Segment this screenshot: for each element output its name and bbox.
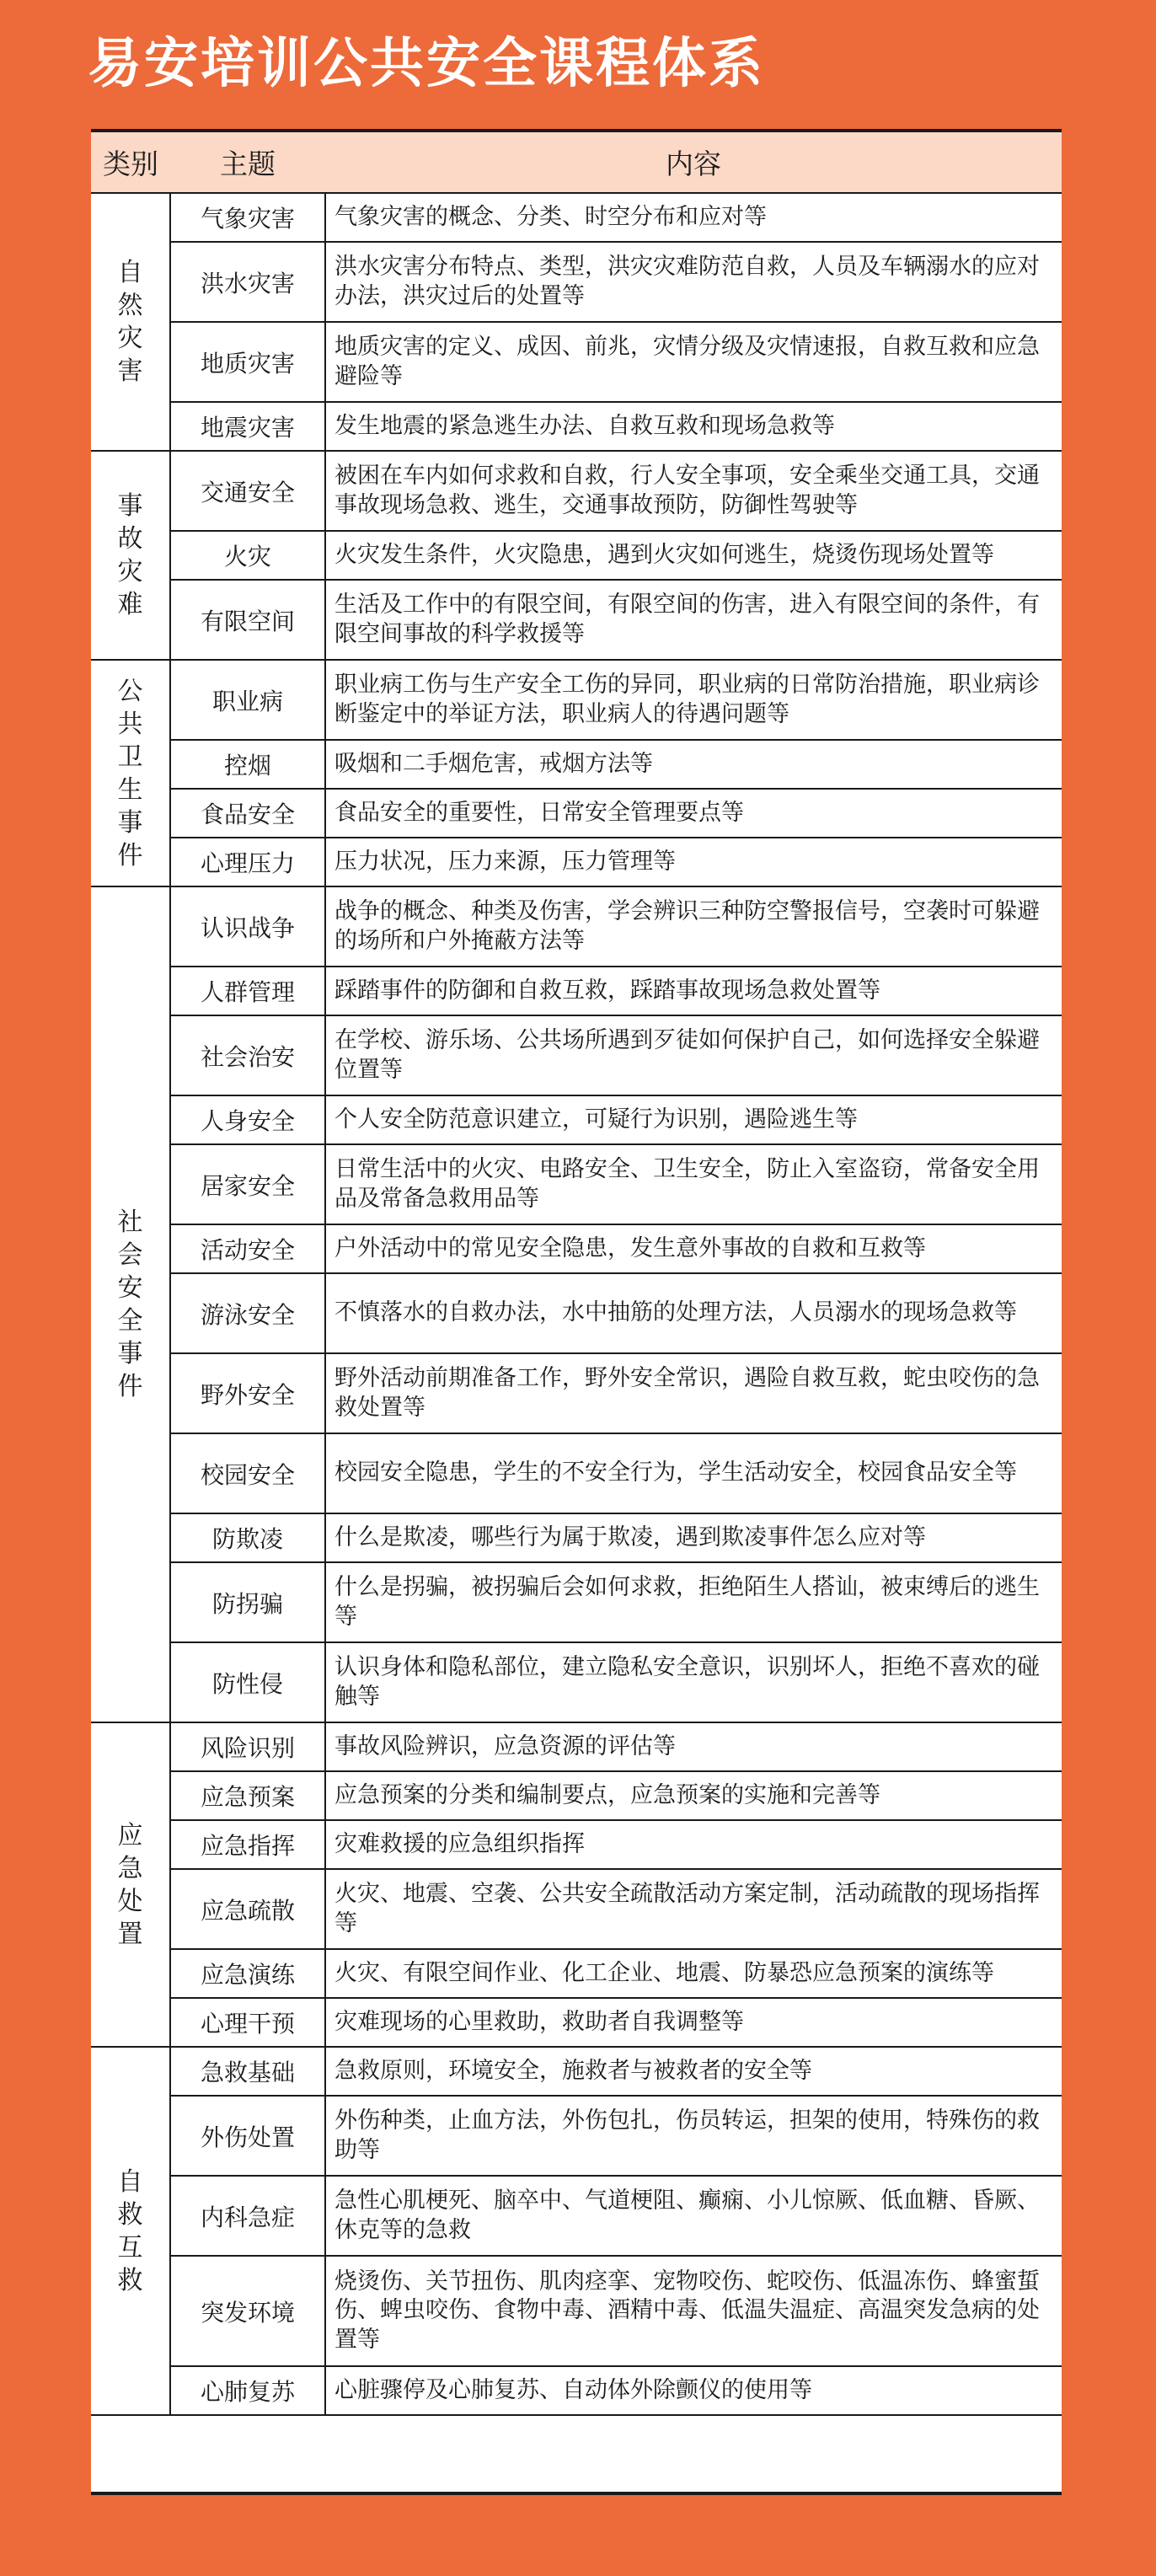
content-cell: 心脏骤停及心肺复苏、自动体外除颤仪的使用等 xyxy=(325,2366,1062,2415)
table-row xyxy=(91,2366,1062,2415)
table-row xyxy=(91,1433,1062,1513)
table-row xyxy=(91,2047,1062,2096)
content-cell: 战争的概念、种类及伤害，学会辨识三种防空警报信号，空袭时可躲避的场所和户外掩蔽方法等 xyxy=(325,886,1062,967)
table-row xyxy=(91,322,1062,402)
table-row xyxy=(91,402,1062,451)
page-title: 易安培训公共安全课程体系 xyxy=(88,33,765,95)
table-row xyxy=(91,1771,1062,1820)
table-header-row xyxy=(91,132,1062,193)
table-row xyxy=(91,193,1062,242)
category-label: 自然灾害 xyxy=(117,258,143,386)
content-cell: 不慎落水的自救办法，水中抽筋的处理方法，人员溺水的现场急救等 xyxy=(325,1273,1062,1353)
table-row xyxy=(91,580,1062,660)
table-row xyxy=(91,1722,1062,1771)
category-cell xyxy=(91,1722,170,2047)
table-row xyxy=(91,660,1062,740)
table-row xyxy=(91,531,1062,580)
table-row xyxy=(91,1562,1062,1642)
category-label: 自救互救 xyxy=(117,2166,143,2295)
course-table xyxy=(91,129,1062,2495)
content-cell: 外伤种类，止血方法，外伤包扎，伤员转运，担架的使用，特殊伤的救助等 xyxy=(325,2096,1062,2176)
content-cell: 事故风险辨识，应急资源的评估等 xyxy=(325,1722,1062,1771)
topic-cell: 地震灾害 xyxy=(170,402,325,451)
table-row xyxy=(91,838,1062,886)
topic-header: 主题 xyxy=(170,132,325,193)
content-cell: 野外活动前期准备工作，野外安全常识，遇险自救互救，蛇虫咬伤的急救处置等 xyxy=(325,1353,1062,1433)
topic-cell: 心理压力 xyxy=(170,838,325,886)
table-row xyxy=(91,242,1062,322)
topic-cell: 应急预案 xyxy=(170,1771,325,1820)
topic-cell: 控烟 xyxy=(170,740,325,789)
topic-cell: 风险识别 xyxy=(170,1722,325,1771)
topic-cell: 防欺凌 xyxy=(170,1513,325,1562)
topic-cell: 防拐骗 xyxy=(170,1562,325,1642)
content-cell: 认识身体和隐私部位，建立隐私安全意识，识别坏人，拒绝不喜欢的碰触等 xyxy=(325,1642,1062,1722)
topic-cell: 交通安全 xyxy=(170,451,325,531)
content-cell: 压力状况，压力来源，压力管理等 xyxy=(325,838,1062,886)
table-row xyxy=(91,451,1062,531)
content-cell: 在学校、游乐场、公共场所遇到歹徒如何保护自己，如何选择安全躲避位置等 xyxy=(325,1015,1062,1095)
table-row xyxy=(91,740,1062,789)
content-cell: 日常生活中的火灾、电路安全、卫生安全，防止入室盗窃，常备安全用品及常备急救用品等 xyxy=(325,1144,1062,1224)
table-row xyxy=(91,1015,1062,1095)
topic-cell: 内科急症 xyxy=(170,2176,325,2256)
content-cell: 踩踏事件的防御和自救互救，踩踏事故现场急救处置等 xyxy=(325,967,1062,1015)
content-cell: 灾难救援的应急组织指挥 xyxy=(325,1820,1062,1869)
content-cell: 被困在车内如何求救和自救，行人安全事项，安全乘坐交通工具，交通事故现场急救、逃生，交通事故预防，防御性驾驶等 xyxy=(325,451,1062,531)
table-row xyxy=(91,1820,1062,1869)
content-cell: 洪水灾害分布特点、类型，洪灾灾难防范自救，人员及车辆溺水的应对办法，洪灾过后的处置等 xyxy=(325,242,1062,322)
topic-cell: 职业病 xyxy=(170,660,325,740)
table-row xyxy=(91,1513,1062,1562)
content-cell: 吸烟和二手烟危害，戒烟方法等 xyxy=(325,740,1062,789)
content-cell: 灾难现场的心里救助，救助者自我调整等 xyxy=(325,1998,1062,2047)
category-cell xyxy=(91,660,170,886)
topic-cell: 急救基础 xyxy=(170,2047,325,2096)
table-row xyxy=(91,1642,1062,1722)
topic-cell: 应急演练 xyxy=(170,1949,325,1998)
table-body xyxy=(91,193,1062,2415)
content-cell: 气象灾害的概念、分类、时空分布和应对等 xyxy=(325,193,1062,242)
topic-cell: 心理干预 xyxy=(170,1998,325,2047)
topic-cell: 人群管理 xyxy=(170,967,325,1015)
content-cell: 校园安全隐患，学生的不安全行为，学生活动安全，校园食品安全等 xyxy=(325,1433,1062,1513)
category-cell xyxy=(91,193,170,451)
category-label: 社会安全事件 xyxy=(117,1208,143,1401)
content-cell: 职业病工伤与生产安全工伤的异同，职业病的日常防治措施，职业病诊断鉴定中的举证方法，职业病人的待遇问题等 xyxy=(325,660,1062,740)
content-cell: 应急预案的分类和编制要点，应急预案的实施和完善等 xyxy=(325,1771,1062,1820)
content-cell: 烧烫伤、关节扭伤、肌肉痉挛、宠物咬伤、蛇咬伤、低温冻伤、蜂蜜蜇伤、蜱虫咬伤、食物中毒、酒精中毒、低温失温症、高温突发急病的处置等 xyxy=(325,2256,1062,2366)
content-cell: 食品安全的重要性，日常安全管理要点等 xyxy=(325,789,1062,838)
table-row xyxy=(91,1095,1062,1144)
content-cell: 个人安全防范意识建立，可疑行为识别，遇险逃生等 xyxy=(325,1095,1062,1144)
topic-cell: 应急疏散 xyxy=(170,1869,325,1949)
category-cell xyxy=(91,2047,170,2415)
content-cell: 急性心肌梗死、脑卒中、气道梗阻、癫痫、小儿惊厥、低血糖、昏厥、休克等的急救 xyxy=(325,2176,1062,2256)
table-row xyxy=(91,1144,1062,1224)
topic-cell: 地质灾害 xyxy=(170,322,325,402)
table-row xyxy=(91,789,1062,838)
topic-cell: 应急指挥 xyxy=(170,1820,325,1869)
category-header: 类别 xyxy=(91,132,170,193)
topic-cell: 认识战争 xyxy=(170,886,325,967)
table-row xyxy=(91,1949,1062,1998)
content-header: 内容 xyxy=(325,132,1062,193)
content-cell: 户外活动中的常见安全隐患，发生意外事故的自救和互救等 xyxy=(325,1224,1062,1273)
content-cell: 火灾、地震、空袭、公共安全疏散活动方案定制，活动疏散的现场指挥等 xyxy=(325,1869,1062,1949)
topic-cell: 洪水灾害 xyxy=(170,242,325,322)
table-row xyxy=(91,1273,1062,1353)
topic-cell: 防性侵 xyxy=(170,1642,325,1722)
topic-cell: 火灾 xyxy=(170,531,325,580)
topic-cell: 野外安全 xyxy=(170,1353,325,1433)
content-cell: 急救原则，环境安全，施救者与被救者的安全等 xyxy=(325,2047,1062,2096)
topic-cell: 突发环境 xyxy=(170,2256,325,2366)
table-row xyxy=(91,1998,1062,2047)
category-label: 事故灾难 xyxy=(117,491,143,619)
table-row xyxy=(91,2256,1062,2366)
category-label: 公共卫生事件 xyxy=(117,676,143,870)
content-cell: 生活及工作中的有限空间，有限空间的伤害，进入有限空间的条件，有限空间事故的科学救援等 xyxy=(325,580,1062,660)
table-row xyxy=(91,1869,1062,1949)
topic-cell: 校园安全 xyxy=(170,1433,325,1513)
content-cell: 地质灾害的定义、成因、前兆，灾情分级及灾情速报，自救互救和应急避险等 xyxy=(325,322,1062,402)
content-cell: 什么是拐骗，被拐骗后会如何求救，拒绝陌生人搭讪，被束缚后的逃生等 xyxy=(325,1562,1062,1642)
content-cell: 发生地震的紧急逃生办法、自救互救和现场急救等 xyxy=(325,402,1062,451)
content-cell: 火灾发生条件，火灾隐患，遇到火灾如何逃生，烧烫伤现场处置等 xyxy=(325,531,1062,580)
topic-cell: 人身安全 xyxy=(170,1095,325,1144)
topic-cell: 心肺复苏 xyxy=(170,2366,325,2415)
table-row xyxy=(91,1353,1062,1433)
table-row xyxy=(91,1224,1062,1273)
table-row xyxy=(91,2176,1062,2256)
topic-cell: 食品安全 xyxy=(170,789,325,838)
topic-cell: 游泳安全 xyxy=(170,1273,325,1353)
topic-cell: 有限空间 xyxy=(170,580,325,660)
category-cell xyxy=(91,451,170,660)
content-cell: 什么是欺凌，哪些行为属于欺凌，遇到欺凌事件怎么应对等 xyxy=(325,1513,1062,1562)
category-label: 应急处置 xyxy=(117,1820,143,1949)
topic-cell: 外伤处置 xyxy=(170,2096,325,2176)
table-row xyxy=(91,2096,1062,2176)
table-row xyxy=(91,967,1062,1015)
topic-cell: 活动安全 xyxy=(170,1224,325,1273)
content-cell: 火灾、有限空间作业、化工企业、地震、防暴恐应急预案的演练等 xyxy=(325,1949,1062,1998)
topic-cell: 居家安全 xyxy=(170,1144,325,1224)
topic-cell: 气象灾害 xyxy=(170,193,325,242)
topic-cell: 社会治安 xyxy=(170,1015,325,1095)
table-row xyxy=(91,886,1062,967)
category-cell xyxy=(91,886,170,1722)
